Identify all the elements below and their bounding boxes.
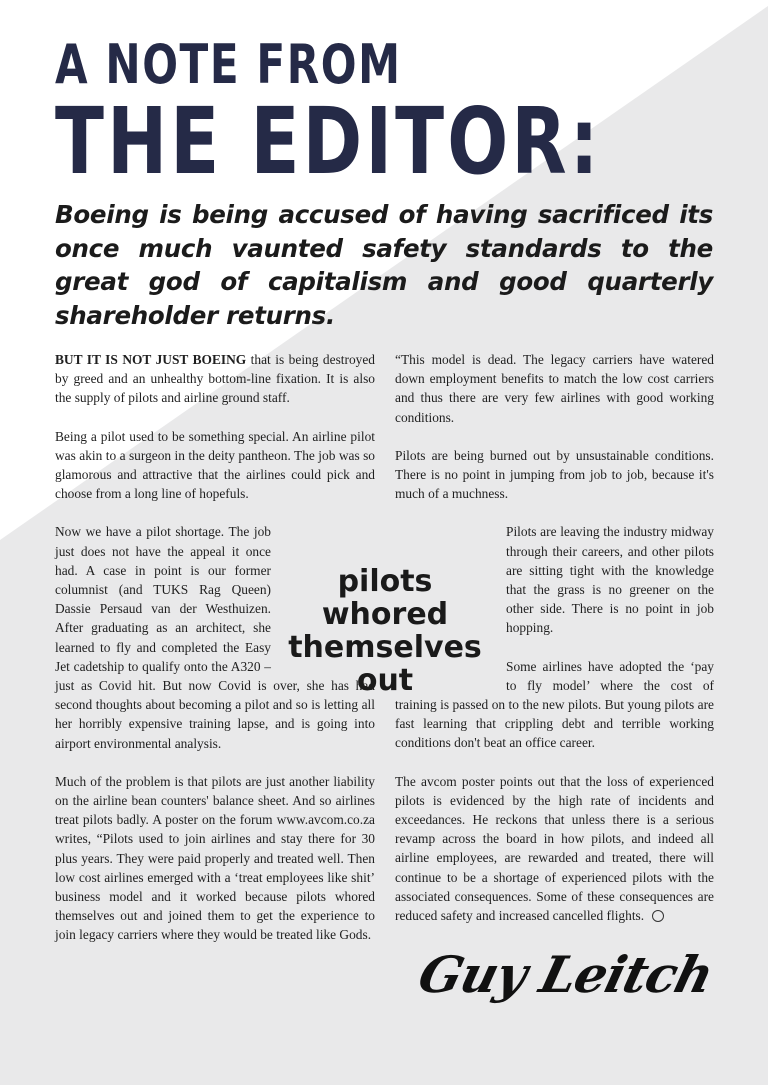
pull-quote-line: pilots — [337, 564, 433, 599]
right-paragraph-5 — [395, 772, 714, 926]
right-paragraph-3: Pilots are leaving the industry midway through their careers, and other pilots are sitting tight with the knowledge that the grass is no greener on the other side. There is no point in job hopping. — [506, 524, 714, 636]
pull-quote-line: themselves — [288, 630, 482, 665]
right-paragraph-4: Some airlines have adopted the ‘pay to fly model’ where the cost of training is passed on to the new pilots. But young pilots are fast learning that crippling debt and terrible working conditions don't beat an office career. — [395, 658, 714, 751]
lead-paragraph: Boeing is being accused of having sacrificed its once much vaunted safety standards to the great god of capitalism and good quarterly shareholder returns. — [55, 200, 713, 330]
lead-in-text: BUT IT IS NOT JUST BOEING — [55, 352, 247, 367]
heading-line-1: A NOTE FROM — [55, 33, 402, 96]
editor-signature: Guy Leitch — [412, 945, 719, 1004]
end-mark-icon — [652, 910, 664, 922]
right-paragraph-1: “This model is dead. The legacy carriers have watered down employment benefits to match the low cost carriers and thus there are very few airlines with good working conditions. — [395, 352, 714, 425]
pull-quote-line: whored — [321, 597, 449, 632]
pull-quote-line: out — [356, 663, 414, 698]
left-paragraph-3: Now we have a pilot shortage. The job just does not have the appeal it once had. A case in point is our former columnist (and TUKS Rag Queen) Dassie Persaud van der Westhuizen. After graduating as an architect, she learned to fly and completed the Easy Jet cadetship to qualify onto the A320 – just as Covid hit. But now Covid is over, she has had second thoughts about becoming a pilot and so is letting all her horribly expensive training lapse, and is going into airport environmental analysis. — [55, 524, 375, 751]
left-paragraph-2: Being a pilot used to be something special. An airline pilot was akin to a surgeon in the deity pantheon. The job was so glamorous and attractive that the airlines could pick and choose from a long line of hopefuls. — [55, 428, 375, 502]
left-paragraph-1-rest: that is being destroyed by greed and an unhealthy bottom-line fixation. It is also the supply of pilots and airline ground staff. — [55, 352, 375, 406]
left-paragraph-4: Much of the problem is that pilots are just another liability on the airline bean counters' balance sheet. And so airlines treat pilots badly. A poster on the forum www.avcom.co.za writes, “Pilots used to join airlines and stay there for 30 plus years. They were paid properly and treated well. Then low cost airlines emerged with a ‘treat employees like shit’ business model and it worked because pilots whored themselves out and joined them to get the experience to join legacy carriers where they would be treated like Gods. — [55, 773, 375, 943]
right-paragraph-2: Pilots are being burned out by unsustainable conditions. There is no point in jumping from job to job, because it's much of a muchness. — [395, 447, 714, 502]
pull-quote — [282, 565, 488, 697]
left-paragraph-1 — [55, 350, 375, 408]
right-paragraph-5-text: The avcom poster points out that the loss of experienced pilots is evidenced by the high rate of incidents and exceedances. He reckons that unless there is a serious revamp across the board in how pilots, and indeed all airline employees, are rewarded and treated, there will continue to be a shortage of experienced pilots with the associated consequences. Some of these consequences are reduced safety and increased cancelled flights. — [395, 773, 714, 924]
heading-line-2: THE EDITOR: — [55, 88, 602, 195]
